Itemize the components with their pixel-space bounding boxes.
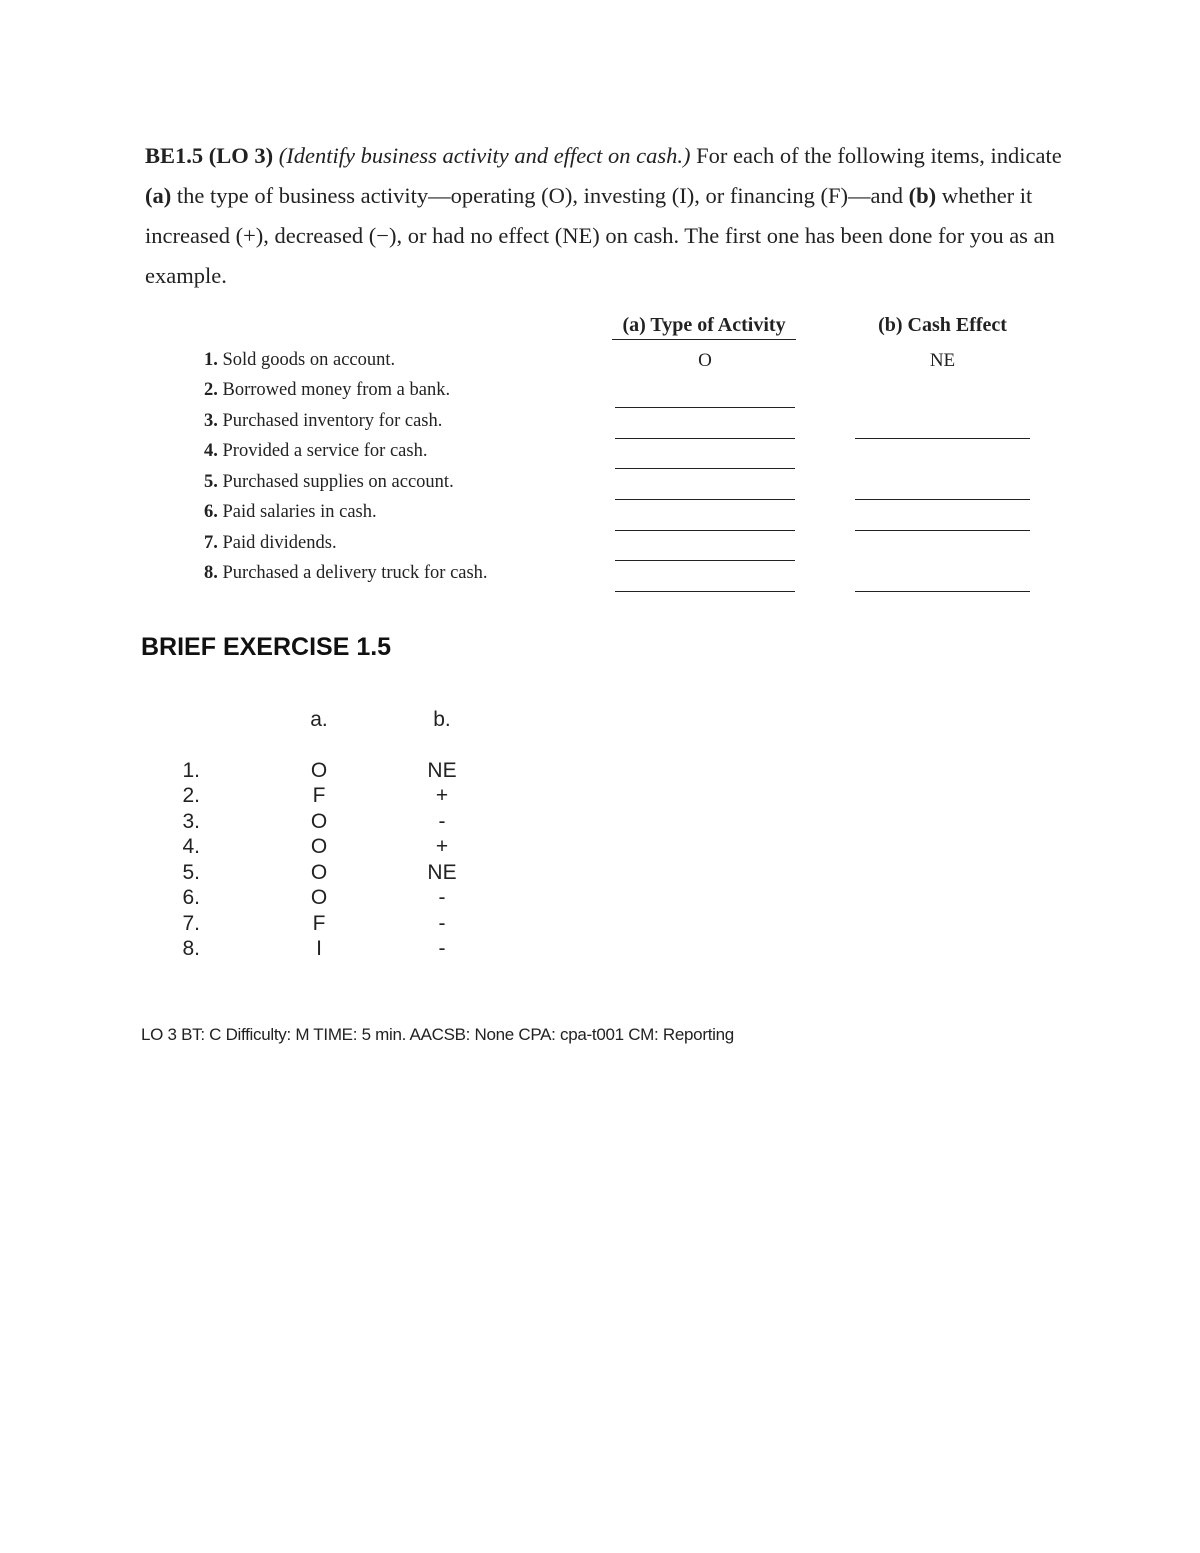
list-item — [204, 563, 488, 584]
list-item — [204, 502, 377, 523]
item-text: Provided a service for cash. — [222, 441, 428, 461]
solution-answer-a: F — [312, 912, 326, 935]
problem-text-2: the type of business activity—operating (O), investing (I), or financing (F)—and — [171, 183, 909, 208]
answer-blank-a[interactable] — [615, 499, 795, 500]
part-b-label: (b) — [908, 183, 937, 208]
solution-row-number: 7. — [182, 912, 200, 935]
answer-blank-b[interactable] — [855, 499, 1030, 500]
solution-title: BRIEF EXERCISE 1.5 — [141, 633, 392, 661]
item-text: Paid salaries in cash. — [222, 502, 377, 522]
example-answer-b: NE — [929, 350, 956, 371]
solution-answer-a: O — [310, 886, 328, 909]
item-text: Purchased a delivery truck for cash. — [222, 563, 488, 583]
solution-answer-b: - — [438, 937, 446, 960]
column-header-cash-effect: (b) Cash Effect — [878, 314, 1007, 336]
solution-row-number: 2. — [182, 784, 200, 807]
list-item — [204, 380, 450, 401]
item-text: Paid dividends. — [222, 533, 337, 553]
problem-statement — [145, 136, 1070, 296]
solution-answer-b: - — [438, 912, 446, 935]
part-a-label: (a) — [145, 183, 172, 208]
answer-blank-b[interactable] — [855, 438, 1030, 439]
column-header-type-of-activity: (a) Type of Activity — [612, 314, 796, 340]
solution-answer-b: NE — [427, 861, 457, 884]
solution-answer-b: + — [435, 784, 449, 807]
problem-text-1: For each of the following items, indicate — [690, 143, 1062, 168]
solution-row-number: 1. — [182, 759, 200, 782]
solution-answer-a: I — [316, 937, 322, 960]
list-item — [204, 533, 337, 554]
item-number: 3. — [204, 411, 218, 431]
solution-answer-b: NE — [427, 759, 457, 782]
solution-row-number: 3. — [182, 810, 200, 833]
item-text: Borrowed money from a bank. — [222, 380, 451, 400]
solution-answer-b: - — [438, 886, 446, 909]
answer-blank-a[interactable] — [615, 407, 795, 408]
solution-answer-a: O — [310, 759, 328, 782]
item-number: 6. — [204, 502, 218, 522]
item-number: 4. — [204, 441, 218, 461]
answer-blank-a[interactable] — [615, 468, 795, 469]
solution-answer-b: + — [435, 835, 449, 858]
solution-header-b: b. — [433, 708, 451, 731]
answer-blank-a[interactable] — [615, 530, 795, 531]
solution-answer-b: - — [438, 810, 446, 833]
solution-row-number: 5. — [182, 861, 200, 884]
item-text: Purchased supplies on account. — [222, 472, 454, 492]
list-item — [204, 411, 442, 432]
problem-code: BE1.5 — [145, 143, 204, 168]
item-number: 7. — [204, 533, 218, 553]
solution-answer-a: O — [310, 861, 328, 884]
answer-blank-a[interactable] — [615, 560, 795, 561]
item-number: 8. — [204, 563, 218, 583]
solution-row-number: 4. — [182, 835, 200, 858]
item-text: Purchased inventory for cash. — [222, 411, 443, 431]
solution-answer-a: F — [312, 784, 326, 807]
metadata-footer: LO 3 BT: C Difficulty: M TIME: 5 min. AACSB: None CPA: cpa-t001 CM: Reporting — [141, 1025, 734, 1044]
answer-blank-b[interactable] — [855, 591, 1030, 592]
item-number: 5. — [204, 472, 218, 492]
item-number: 2. — [204, 380, 218, 400]
solution-answer-a: O — [310, 810, 328, 833]
example-answer-a: O — [698, 350, 712, 371]
answer-blank-b[interactable] — [855, 530, 1030, 531]
solution-row-number: 6. — [182, 886, 200, 909]
answer-blank-a[interactable] — [615, 438, 795, 439]
learning-objective: (LO 3) — [208, 143, 274, 168]
solution-header-a: a. — [310, 708, 328, 731]
item-number: 1. — [204, 350, 218, 370]
solution-row-number: 8. — [182, 937, 200, 960]
item-text: Sold goods on account. — [222, 350, 396, 370]
problem-text-3: whether it increased (+), decreased (−), or had no effect (NE) on cash. The first one has been done for you as an example. — [145, 183, 1055, 288]
problem-title: (Identify business activity and effect on cash.) — [278, 143, 691, 168]
list-item — [204, 350, 395, 371]
answer-blank-a[interactable] — [615, 591, 795, 592]
list-item — [204, 472, 454, 493]
list-item — [204, 441, 427, 462]
solution-answer-a: O — [310, 835, 328, 858]
